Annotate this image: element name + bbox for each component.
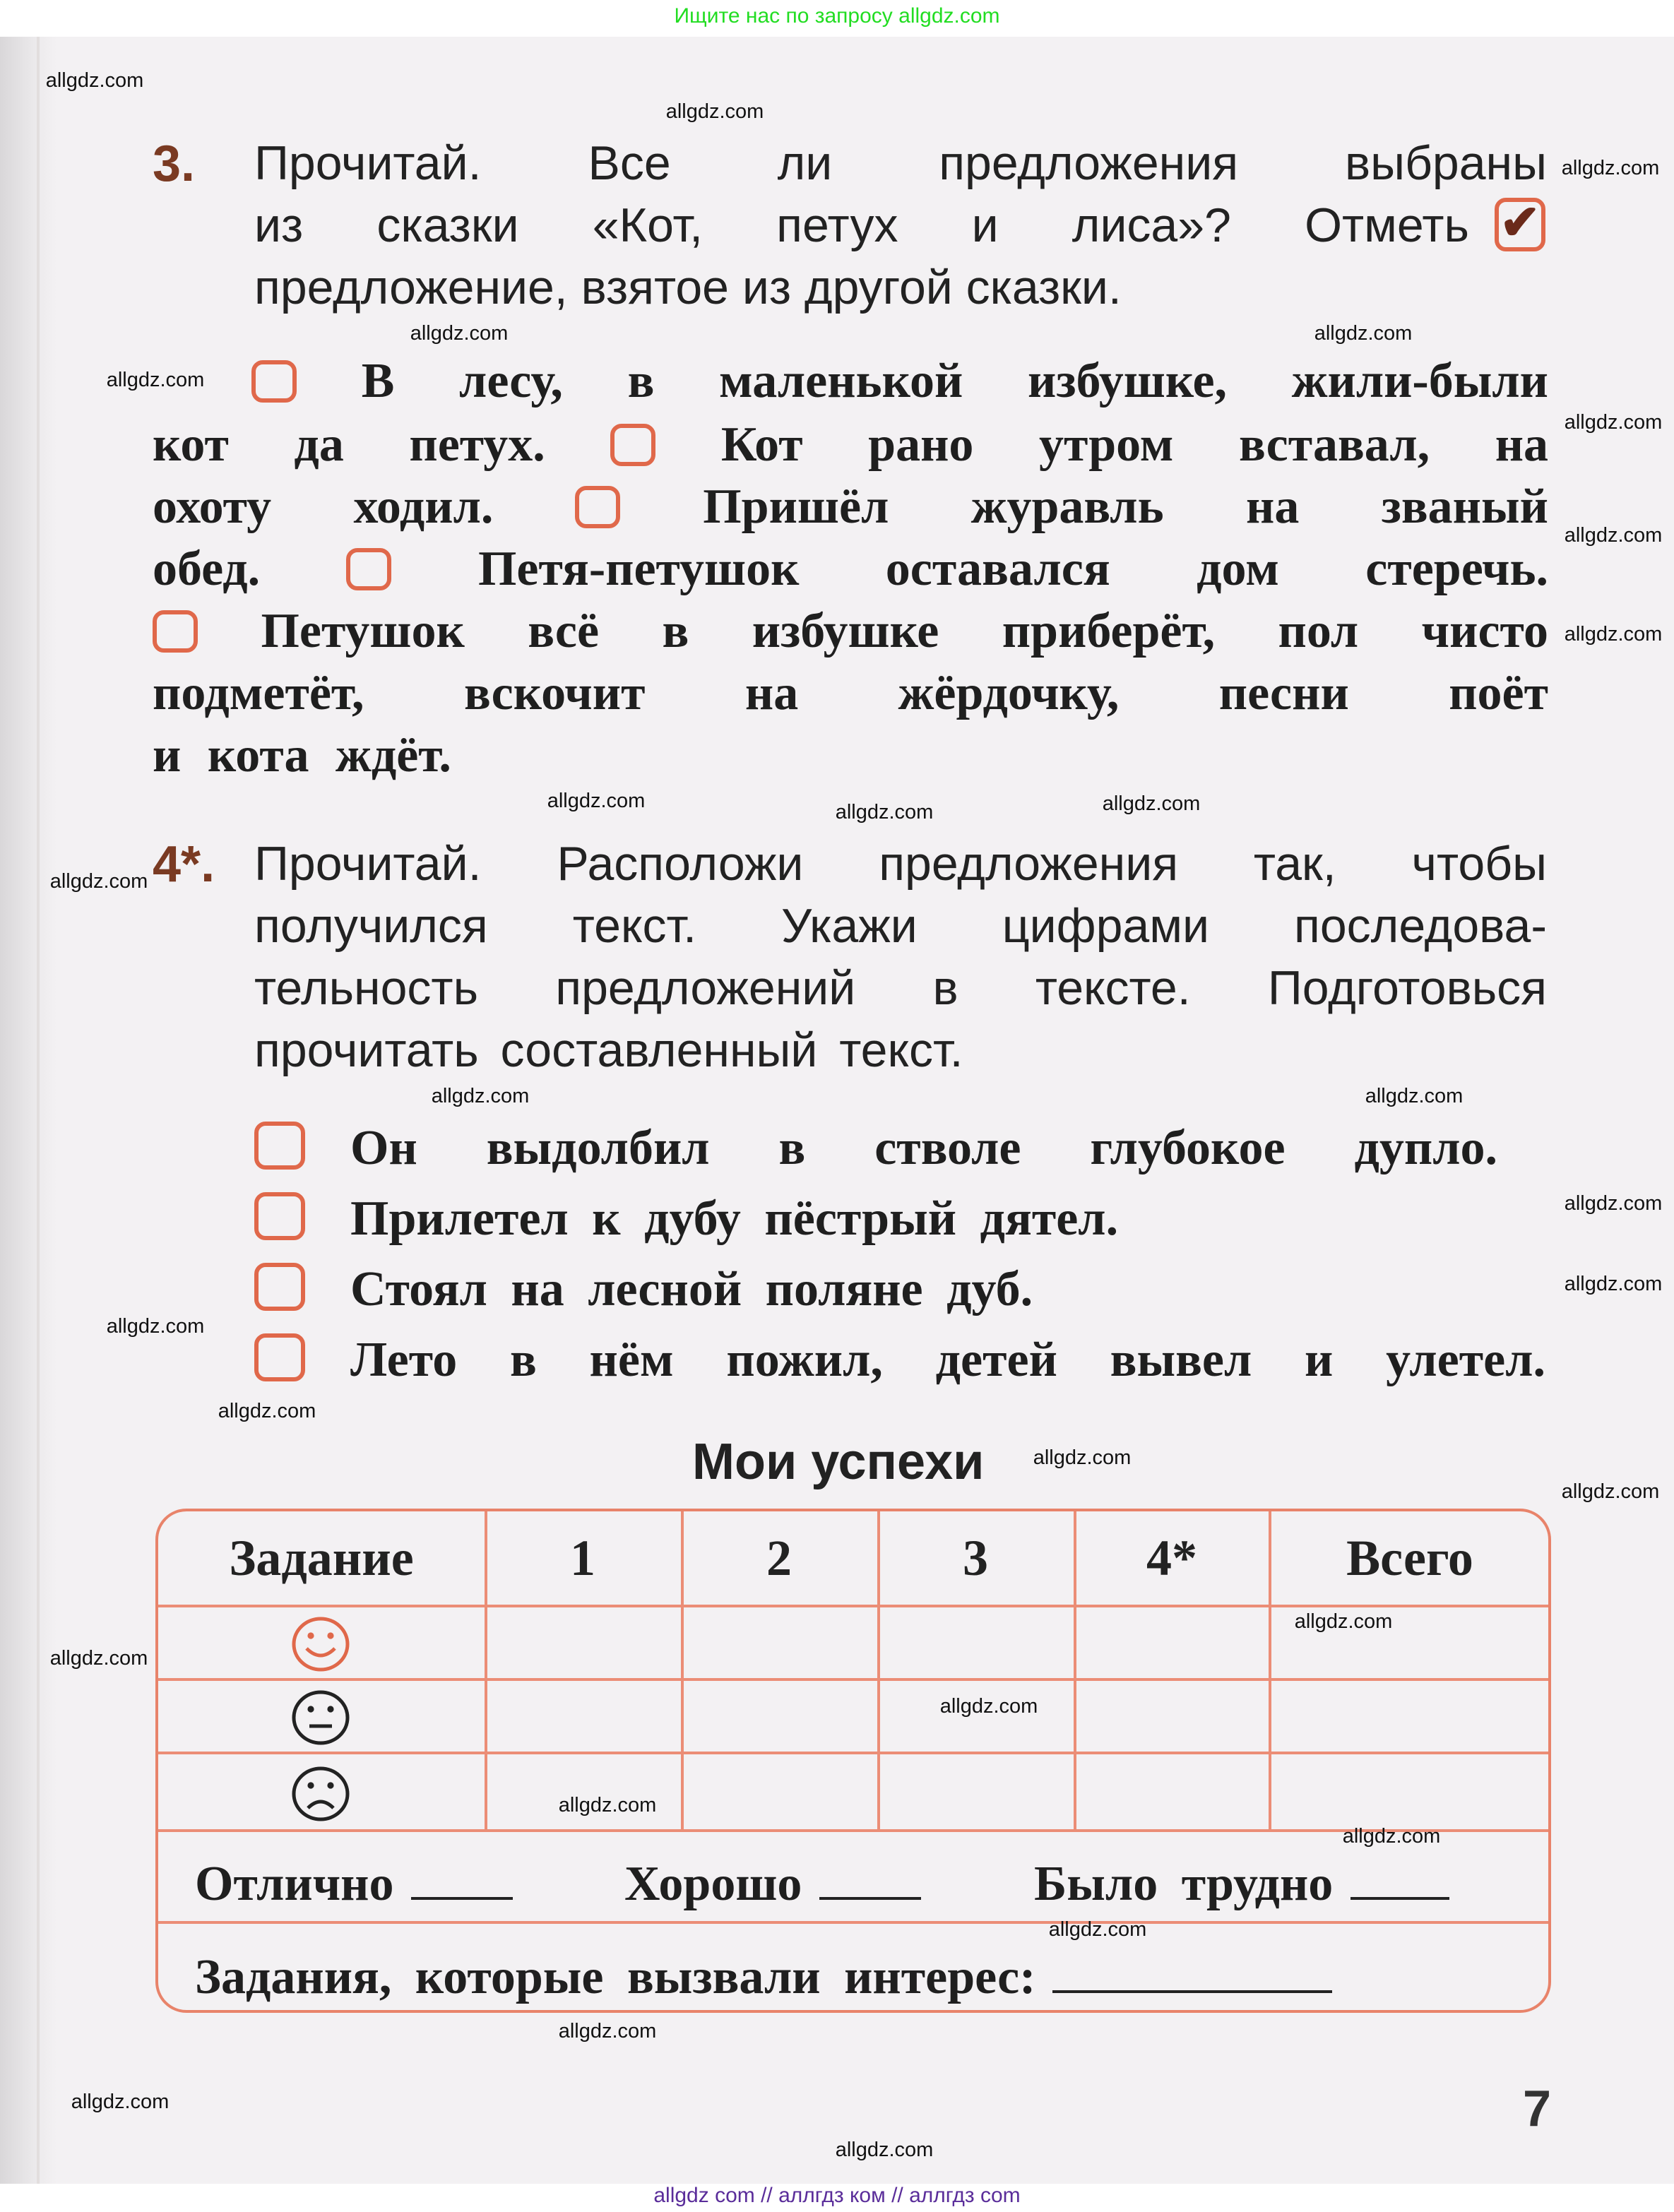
watermark: allgdz.com: [1048, 1919, 1147, 1942]
watermark: allgdz.com: [1314, 323, 1413, 345]
watermark: allgdz.com: [1342, 1826, 1441, 1848]
grade-good: [624, 1856, 920, 1913]
page-number: 7: [1523, 2079, 1552, 2137]
watermark: allgdz.com: [1102, 793, 1201, 816]
task-3-text-line: подметёт, вскочит на жёрдочку, песни поёт: [153, 665, 1548, 720]
checkbox[interactable]: [610, 424, 655, 466]
watermark: allgdz.com: [431, 1086, 530, 1108]
task-4-number: 4*.: [153, 835, 215, 893]
header-4: 4*: [1146, 1530, 1197, 1586]
page-binding-edge: [0, 37, 57, 2184]
sentence-text: Прилетел к дубу пёстрый дятел.: [350, 1191, 1119, 1246]
watermark: allgdz.com: [218, 1401, 316, 1423]
watermark: allgdz.com: [1564, 1273, 1663, 1296]
grade-hard: [1034, 1856, 1449, 1913]
task-4-instruction-line: прочитать составленный текст.: [254, 1024, 963, 1078]
watermark: allgdz.com: [106, 369, 205, 392]
sentence-text: Петушок всё в избушке приберёт, пол чисто: [261, 603, 1548, 658]
order-item: [254, 1113, 1548, 1184]
watermark: allgdz.com: [558, 1795, 657, 1817]
row-divider: [158, 1829, 1548, 1832]
task-3-text-line: [153, 476, 1548, 538]
header-2: 2: [766, 1530, 792, 1586]
sentence-text: Пришёл журавль на званый: [703, 479, 1548, 534]
checkbox[interactable]: [576, 486, 621, 528]
watermark: allgdz.com: [71, 2091, 170, 2114]
watermark: allgdz.com: [835, 2139, 934, 2162]
sentence-text: обед.: [153, 541, 261, 596]
header-1: 1: [570, 1530, 595, 1586]
sad-face-icon: [291, 1766, 350, 1822]
watermark: allgdz.com: [547, 790, 646, 813]
header-task: Задание: [229, 1530, 414, 1586]
checkbox[interactable]: [153, 610, 198, 653]
grade-label: Было трудно: [1034, 1856, 1334, 1911]
interest-row: [195, 1949, 1332, 2006]
success-table: [155, 1509, 1551, 2013]
order-item: [254, 1325, 1548, 1396]
sentence-text: Он выдолбил в стволе глубокое дупло.: [350, 1120, 1497, 1175]
row-divider: [158, 1921, 1548, 1924]
task-3-instruction-line: из сказки «Кот, петух и лиса»? Отметь: [254, 199, 1469, 253]
watermark: allgdz.com: [49, 1648, 148, 1670]
task-4-instruction-line: Прочитай. Расположи предложения так, чтобы: [254, 838, 1547, 891]
task-3-instruction-line: предложение, взятое из другой сказки.: [254, 261, 1122, 315]
watermark: allgdz.com: [1294, 1611, 1393, 1634]
task-3-text-line: [251, 350, 1548, 412]
row-divider: [158, 1752, 1548, 1754]
checkbox[interactable]: [251, 360, 297, 403]
order-item: [254, 1184, 1548, 1254]
blank-line[interactable]: [411, 1894, 513, 1900]
sentence-text: Лето в нём пожил, детей вывел и улетел.: [350, 1332, 1545, 1387]
order-number-box[interactable]: [254, 1192, 305, 1240]
watermark: allgdz.com: [1365, 1086, 1464, 1108]
task-3-text-line: [153, 600, 1548, 662]
sentence-text: Петя-петушок оставался дом стеречь.: [477, 541, 1549, 596]
blank-line[interactable]: [1350, 1894, 1449, 1900]
task-3-text-line: [153, 414, 1548, 476]
task-3-text-line: [153, 538, 1548, 600]
smile-icon: [291, 1616, 350, 1672]
check-example-icon: ✔: [1495, 198, 1545, 251]
task-3-text-line: и кота ждёт.: [153, 727, 451, 783]
success-title: Мои успехи: [692, 1432, 985, 1490]
watermark: allgdz.com: [49, 871, 148, 893]
watermark: allgdz.com: [558, 2021, 657, 2043]
checkbox[interactable]: [347, 548, 392, 590]
neutral-face-icon: [291, 1689, 350, 1746]
grade-excellent: [195, 1856, 513, 1913]
blank-line[interactable]: [1052, 1987, 1332, 1993]
watermark: allgdz.com: [1561, 1481, 1660, 1504]
watermark: allgdz.com: [45, 70, 144, 93]
sentence-text: Стоял на лесной поляне дуб.: [350, 1261, 1033, 1316]
order-number-box[interactable]: [254, 1333, 305, 1381]
bottom-banner[interactable]: allgdz com // аллгдз ком // аллгдз com: [653, 2184, 1021, 2208]
watermark: allgdz.com: [1564, 1193, 1663, 1215]
watermark: allgdz.com: [835, 802, 934, 824]
watermark: allgdz.com: [939, 1696, 1038, 1718]
grade-label: Хорошо: [624, 1856, 802, 1911]
order-number-box[interactable]: [254, 1263, 305, 1311]
watermark: allgdz.com: [410, 323, 509, 345]
task-4-instruction-line: тельность предложений в тексте. Подготовься: [254, 962, 1547, 1016]
task-3-number: 3.: [153, 134, 196, 192]
grade-label: Отлично: [195, 1856, 394, 1911]
watermark: allgdz.com: [1561, 157, 1660, 180]
watermark: allgdz.com: [1564, 412, 1663, 434]
interest-label: Задания, которые вызвали интерес:: [195, 1949, 1036, 2004]
task-3-instruction-line: Прочитай. Все ли предложения выбраны: [254, 137, 1547, 191]
row-divider: [158, 1678, 1548, 1681]
watermark: allgdz.com: [1564, 525, 1663, 547]
blank-line[interactable]: [819, 1894, 920, 1900]
sentence-text: Кот рано утром вставал, на: [720, 417, 1549, 472]
task-4-instruction-line: получился текст. Укажи цифрами последова-: [254, 900, 1547, 953]
sentence-text: охоту ходил.: [153, 479, 494, 534]
watermark: allgdz.com: [665, 101, 764, 124]
sentence-text: В лесу, в маленькой избушке, жили-были: [361, 353, 1548, 408]
order-number-box[interactable]: [254, 1122, 305, 1170]
watermark: allgdz.com: [106, 1316, 205, 1338]
header-total: Всего: [1346, 1530, 1473, 1586]
header-3: 3: [963, 1530, 988, 1586]
binding-line: [37, 37, 40, 2184]
watermark: allgdz.com: [1033, 1447, 1132, 1470]
watermark: allgdz.com: [1564, 624, 1663, 646]
order-item: [254, 1254, 1548, 1325]
row-divider: [158, 1605, 1548, 1607]
sentence-text: кот да петух.: [153, 417, 545, 472]
top-banner[interactable]: Ищите нас по запросу allgdz.com: [674, 4, 1000, 28]
